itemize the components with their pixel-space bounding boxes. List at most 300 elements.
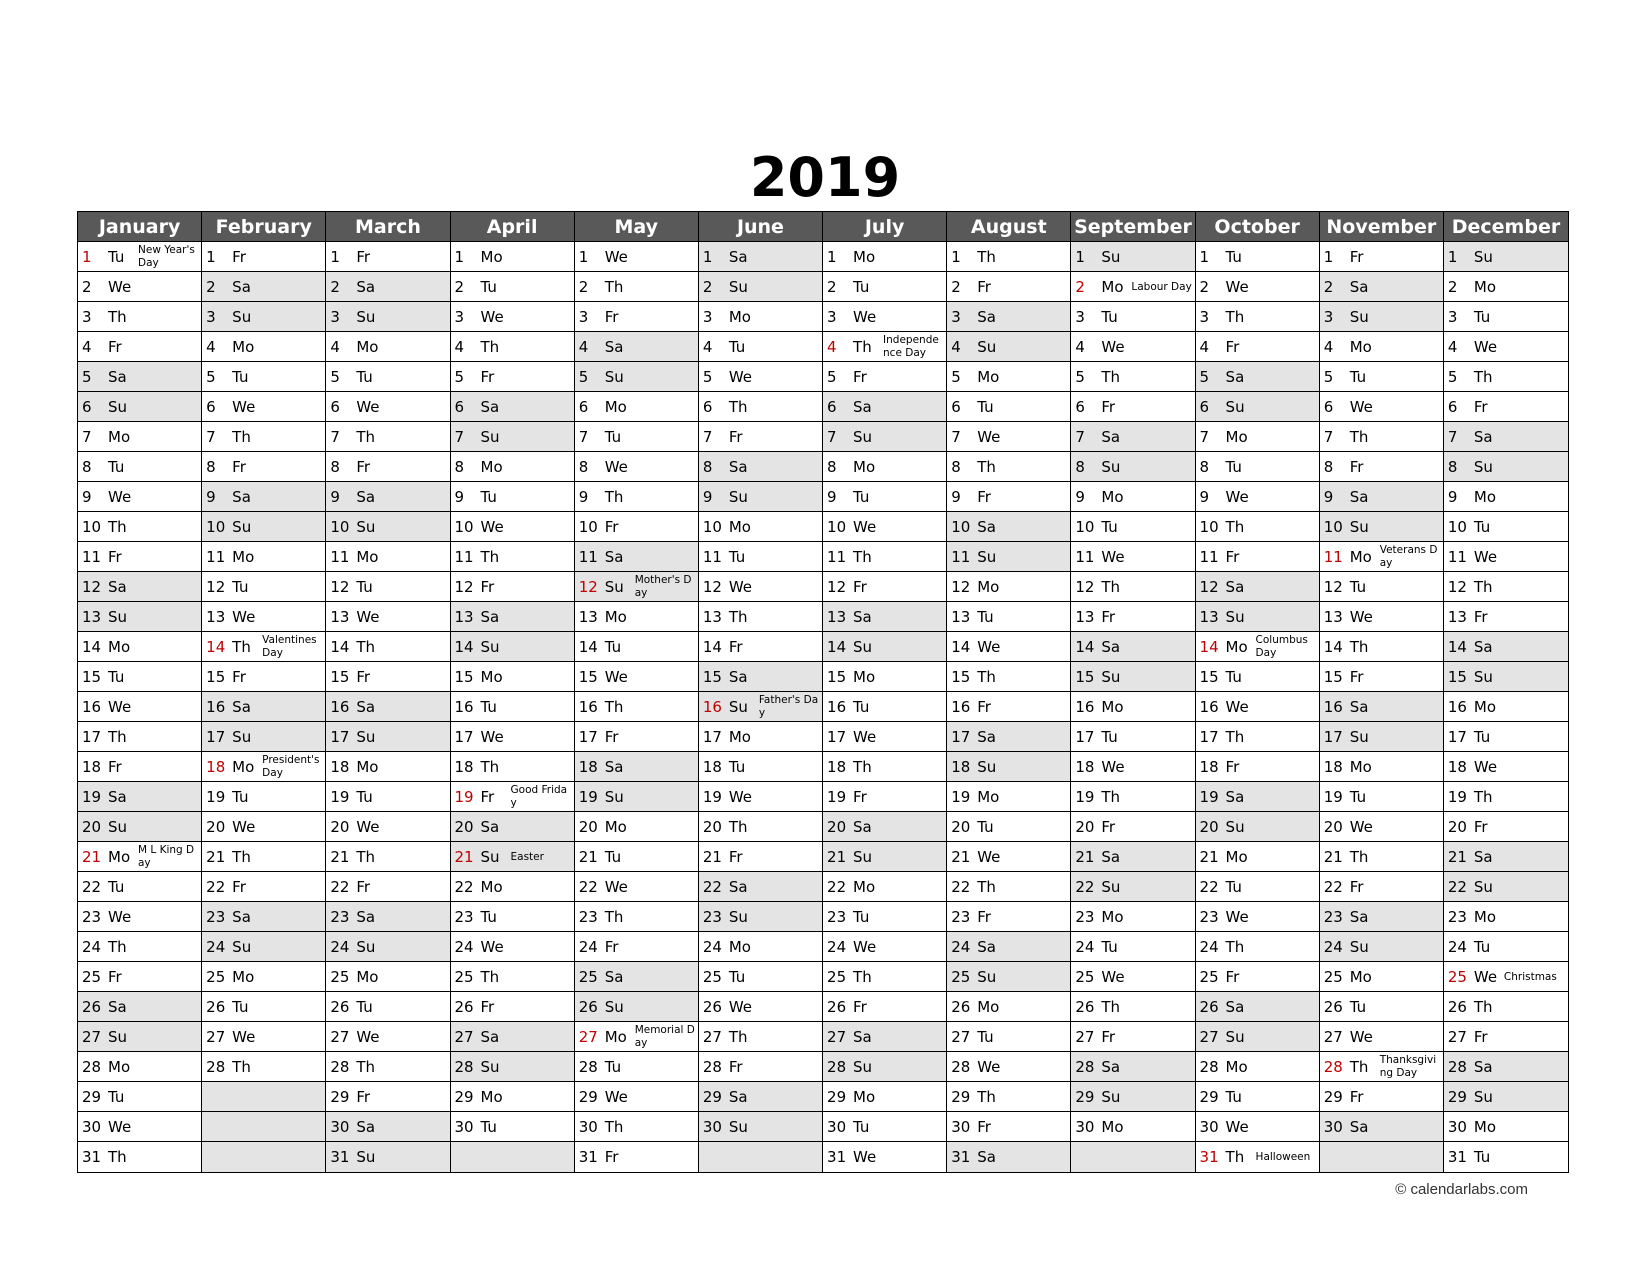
day-cell [78, 332, 201, 362]
day-cell [326, 242, 449, 272]
day-cell [947, 1022, 1070, 1052]
day-cell [326, 1022, 449, 1052]
day-cell [1320, 1112, 1443, 1142]
year-title: 2019 [749, 146, 901, 209]
day-cell [1071, 512, 1194, 542]
weekday-name: Sa [728, 877, 748, 896]
weekday-name: Mo [232, 547, 255, 566]
holiday-label: New Year's Day [138, 244, 195, 269]
weekday-name: We [1101, 967, 1125, 986]
day-cell [947, 722, 1070, 752]
weekday-name: Fr [1225, 547, 1240, 566]
weekday-name: Fr [232, 667, 246, 686]
day-number: 11 [578, 547, 598, 566]
weekday-name: Th [108, 307, 127, 326]
weekday-name: Mo [1101, 1117, 1124, 1136]
day-cell [575, 542, 698, 572]
day-number: 20 [951, 817, 971, 836]
weekday-name: We [480, 517, 504, 536]
day-cell [78, 992, 201, 1022]
day-number: 9 [1199, 487, 1210, 506]
day-cell [1320, 362, 1443, 392]
day-cell [1444, 332, 1568, 362]
day-number: 8 [330, 457, 340, 476]
day-number: 30 [1075, 1117, 1095, 1136]
weekday-name: Mo [356, 547, 379, 566]
day-number: 4 [1323, 337, 1334, 356]
day-number: 23 [1447, 907, 1467, 926]
weekday-name: Sa [480, 397, 500, 416]
day-cell [1071, 722, 1194, 752]
day-cell [575, 452, 698, 482]
day-number: 16 [1447, 697, 1467, 716]
day-number: 16 [330, 697, 350, 716]
day-number: 9 [454, 487, 465, 506]
day-number: 8 [578, 457, 589, 476]
day-number: 3 [82, 307, 92, 326]
day-number: 3 [951, 307, 961, 326]
day-number: 23 [1075, 907, 1095, 926]
weekday-name: Th [108, 727, 127, 746]
day-number: 17 [827, 727, 847, 746]
day-number: 5 [206, 367, 216, 386]
day-cell [1444, 962, 1568, 992]
day-number: 2 [1075, 277, 1085, 296]
weekday-name: Mo [232, 967, 255, 986]
day-number: 10 [702, 517, 722, 536]
weekday-name: Fr [604, 1148, 619, 1166]
day-cell [1071, 602, 1194, 632]
day-cell [947, 602, 1070, 632]
weekday-name: Fr [1349, 877, 1364, 896]
day-number: 4 [1447, 337, 1458, 356]
day-cell [326, 722, 449, 752]
weekday-name: Sa [1349, 277, 1369, 296]
day-cell [202, 632, 325, 662]
day-cell [326, 782, 449, 812]
day-cell [699, 752, 822, 782]
day-number: 5 [702, 367, 713, 386]
weekday-name: Sa [108, 787, 127, 806]
day-cell [947, 1082, 1070, 1112]
holiday-label: Labour Day [1131, 280, 1192, 293]
day-number: 12 [1323, 577, 1343, 596]
day-cell [575, 302, 698, 332]
day-cell [451, 812, 574, 842]
weekday-name: Th [356, 847, 376, 866]
weekday-name: Fr [1101, 607, 1116, 626]
weekday-name: Th [728, 397, 748, 416]
weekday-name: Sa [1101, 637, 1121, 656]
day-number: 19 [1075, 787, 1095, 806]
day-cell [202, 692, 325, 722]
day-number: 4 [951, 337, 961, 356]
day-cell [1320, 452, 1443, 482]
weekday-name: We [1473, 547, 1498, 566]
day-cell [1320, 722, 1443, 752]
day-number: 29 [827, 1087, 847, 1106]
weekday-name: Th [1225, 937, 1245, 956]
weekday-name: Su [1101, 247, 1121, 266]
day-cell [451, 1052, 574, 1082]
day-number: 13 [1075, 607, 1095, 626]
weekday-name: We [356, 817, 380, 836]
day-cell [202, 602, 325, 632]
day-cell [699, 842, 822, 872]
weekday-name: Mo [1349, 547, 1372, 566]
day-number: 18 [82, 757, 102, 776]
weekday-name: Tu [1101, 307, 1118, 326]
holiday-label: Independence Day [883, 334, 939, 359]
day-cell [78, 572, 201, 602]
day-cell [947, 452, 1070, 482]
day-number: 31 [330, 1148, 350, 1166]
weekday-name: Su [108, 1027, 128, 1046]
day-number: 13 [330, 607, 350, 626]
day-number: 27 [82, 1027, 102, 1046]
weekday-name: Fr [1473, 817, 1488, 836]
day-cell [575, 662, 698, 692]
day-number: 3 [1447, 307, 1458, 326]
weekday-name: Sa [604, 967, 624, 986]
day-number: 1 [82, 247, 92, 266]
day-cell [823, 692, 946, 722]
day-cell [1444, 1082, 1568, 1112]
day-number: 29 [702, 1087, 722, 1106]
day-number: 26 [1323, 997, 1343, 1016]
weekday-name: Th [232, 637, 251, 656]
weekday-name: Su [853, 1057, 873, 1076]
day-cell [1444, 482, 1568, 512]
day-number: 24 [454, 937, 474, 956]
day-cell [1444, 842, 1568, 872]
day-cell [1196, 392, 1319, 422]
day-cell [326, 392, 449, 422]
day-number: 1 [330, 247, 340, 266]
weekday-name: Fr [356, 457, 371, 476]
day-cell [202, 1052, 325, 1082]
weekday-name: Sa [604, 547, 624, 566]
weekday-name: We [853, 517, 877, 536]
weekday-name: We [108, 1117, 132, 1136]
day-number: 24 [330, 937, 350, 956]
weekday-name: Mo [480, 247, 503, 266]
day-cell [1196, 812, 1319, 842]
day-number: 2 [951, 277, 961, 296]
day-number: 15 [1075, 667, 1095, 686]
day-number: 10 [454, 517, 474, 536]
day-cell [1071, 1082, 1194, 1112]
weekday-name: Mo [480, 667, 503, 686]
day-cell [326, 692, 449, 722]
weekday-name: Tu [108, 1087, 125, 1106]
day-number: 13 [578, 607, 598, 626]
weekday-name: Mo [853, 667, 876, 686]
day-cell [947, 962, 1070, 992]
day-number: 20 [1075, 817, 1095, 836]
day-number: 8 [82, 457, 92, 476]
day-cell [699, 932, 822, 962]
day-cell [1196, 302, 1319, 332]
day-cell [947, 1052, 1070, 1082]
day-number: 25 [951, 967, 971, 986]
weekday-name: We [1225, 277, 1249, 296]
day-cell [575, 812, 698, 842]
day-cell [575, 872, 698, 902]
day-number: 7 [82, 427, 92, 446]
holiday-label: Father's Day [758, 694, 819, 719]
day-number: 28 [330, 1057, 350, 1076]
day-number: 22 [578, 877, 598, 896]
day-cell [1196, 752, 1319, 782]
day-cell [823, 242, 946, 272]
day-cell [78, 542, 201, 572]
weekday-name: Sa [232, 907, 251, 926]
day-number: 21 [206, 847, 226, 866]
weekday-name: Th [108, 937, 127, 956]
weekday-name: Fr [1349, 457, 1364, 476]
weekday-name: Mo [728, 937, 751, 956]
day-number: 26 [1075, 997, 1095, 1016]
weekday-name: We [604, 667, 628, 686]
day-cell [947, 512, 1070, 542]
weekday-name: Mo [1225, 427, 1248, 446]
day-number: 21 [1447, 847, 1467, 866]
weekday-name: Mo [108, 1057, 131, 1076]
day-cell [823, 902, 946, 932]
month-header: February [202, 212, 325, 242]
day-number: 22 [1075, 877, 1095, 896]
weekday-name: Mo [1225, 637, 1248, 656]
weekday-name: Fr [232, 457, 246, 476]
day-number: 1 [454, 247, 465, 266]
day-number: 8 [702, 457, 713, 476]
day-number: 4 [206, 337, 216, 356]
day-number: 16 [1323, 697, 1343, 716]
day-cell [699, 782, 822, 812]
weekday-name: We [853, 937, 877, 956]
weekday-name: Mo [108, 637, 131, 656]
day-cell [699, 722, 822, 752]
day-number: 10 [82, 517, 102, 536]
day-cell [78, 512, 201, 542]
weekday-name: Mo [1225, 1057, 1248, 1076]
weekday-name: Mo [1473, 1117, 1497, 1136]
day-number: 12 [206, 577, 226, 596]
weekday-name: Th [1349, 847, 1369, 866]
day-cell [1071, 752, 1194, 782]
day-number: 18 [1199, 757, 1219, 776]
day-cell [947, 1142, 1070, 1172]
weekday-name: We [232, 607, 256, 626]
day-cell [1444, 752, 1568, 782]
weekday-name: Tu [108, 457, 125, 476]
weekday-name: Su [604, 997, 624, 1016]
day-cell [326, 332, 449, 362]
day-number: 3 [578, 307, 589, 326]
day-cell [1320, 632, 1443, 662]
weekday-name: Su [853, 847, 873, 866]
day-cell [947, 812, 1070, 842]
weekday-name: Su [1473, 877, 1493, 896]
day-number: 27 [702, 1027, 722, 1046]
weekday-name: Th [480, 757, 500, 776]
day-number: 13 [1199, 607, 1219, 626]
weekday-name: We [108, 907, 132, 926]
weekday-name: Fr [108, 547, 122, 566]
day-number: 29 [951, 1087, 971, 1106]
day-number: 8 [454, 457, 465, 476]
day-number: 12 [330, 577, 350, 596]
weekday-name: Th [1225, 1148, 1245, 1166]
weekday-name: Fr [604, 307, 619, 326]
day-cell [451, 332, 574, 362]
weekday-name: Th [977, 667, 996, 686]
day-cell [202, 1022, 325, 1052]
day-cell [1320, 842, 1443, 872]
weekday-name: Tu [977, 1027, 994, 1046]
weekday-name: Sa [853, 817, 872, 836]
day-number: 26 [578, 997, 598, 1016]
day-number: 13 [82, 607, 102, 626]
day-cell [1071, 362, 1194, 392]
day-number: 6 [82, 397, 92, 416]
day-number: 31 [578, 1148, 598, 1166]
weekday-name: Su [108, 397, 128, 416]
weekday-name: Fr [108, 337, 122, 356]
weekday-name: Su [356, 937, 376, 956]
day-number: 14 [702, 637, 722, 656]
day-cell [202, 242, 325, 272]
weekday-name: Tu [108, 667, 125, 686]
month-header: October [1196, 212, 1319, 242]
weekday-name: We [1225, 487, 1249, 506]
day-cell [699, 1082, 822, 1112]
day-cell [823, 842, 946, 872]
day-cell [1196, 1082, 1319, 1112]
day-number: 30 [702, 1117, 722, 1136]
day-cell [1196, 542, 1319, 572]
day-number: 14 [330, 637, 350, 656]
weekday-name: Su [853, 637, 873, 656]
day-number: 2 [82, 277, 92, 296]
holiday-label: Thanksgiving Day [1379, 1054, 1437, 1079]
weekday-name: Sa [356, 907, 376, 926]
day-number: 26 [1447, 997, 1467, 1016]
weekday-name: Tu [356, 787, 373, 806]
day-cell [575, 842, 698, 872]
day-cell [575, 722, 698, 752]
day-number: 15 [454, 667, 474, 686]
day-cell [451, 992, 574, 1022]
day-number: 30 [82, 1117, 102, 1136]
day-number: 18 [1447, 757, 1467, 776]
weekday-name: Th [356, 1057, 376, 1076]
day-number: 23 [82, 907, 102, 926]
day-cell [947, 422, 1070, 452]
day-cell [1444, 872, 1568, 902]
day-number: 9 [1447, 487, 1458, 506]
day-cell [1320, 902, 1443, 932]
day-cell [78, 962, 201, 992]
day-number: 7 [206, 427, 216, 446]
weekday-name: Tu [853, 1117, 870, 1136]
day-cell [1196, 332, 1319, 362]
day-number: 1 [206, 247, 216, 266]
weekday-name: Mo [853, 457, 876, 476]
day-cell [1196, 932, 1319, 962]
weekday-name: Th [728, 1027, 748, 1046]
day-cell [575, 992, 698, 1022]
weekday-name: Sa [108, 367, 127, 386]
day-number: 12 [1199, 577, 1219, 596]
weekday-name: Sa [1473, 1057, 1493, 1076]
weekday-name: Th [356, 427, 376, 446]
weekday-name: Fr [977, 697, 991, 716]
day-cell [326, 572, 449, 602]
day-number: 26 [827, 997, 847, 1016]
weekday-name: Su [1473, 247, 1493, 266]
day-number: 7 [1199, 427, 1210, 446]
day-number: 9 [827, 487, 837, 506]
day-cell [1444, 1022, 1568, 1052]
day-cell [1320, 992, 1443, 1022]
day-number: 25 [578, 967, 598, 986]
day-cell [451, 482, 574, 512]
day-number: 9 [330, 487, 340, 506]
month-column-april [451, 212, 575, 1172]
day-cell [699, 1052, 822, 1082]
day-number: 21 [1075, 847, 1095, 866]
day-number: 9 [1323, 487, 1334, 506]
day-number: 13 [454, 607, 474, 626]
day-number: 31 [1447, 1148, 1467, 1166]
weekday-name: Tu [480, 697, 497, 716]
day-cell [326, 1052, 449, 1082]
weekday-name: Tu [232, 997, 249, 1016]
day-cell [78, 752, 201, 782]
weekday-name: Su [728, 487, 748, 506]
weekday-name: Th [232, 1057, 251, 1076]
day-number: 1 [1075, 247, 1085, 266]
weekday-name: We [604, 457, 628, 476]
day-cell [575, 752, 698, 782]
weekday-name: Mo [356, 757, 379, 776]
weekday-name: Su [480, 637, 500, 656]
weekday-name: We [1101, 337, 1125, 356]
day-cell [326, 272, 449, 302]
day-cell [1444, 572, 1568, 602]
day-number: 29 [82, 1087, 102, 1106]
empty-day-cell [1320, 1142, 1443, 1172]
day-number: 5 [951, 367, 961, 386]
day-cell [823, 602, 946, 632]
day-cell [823, 362, 946, 392]
day-number: 11 [330, 547, 350, 566]
weekday-name: We [728, 577, 753, 596]
day-number: 5 [82, 367, 92, 386]
day-number: 6 [951, 397, 961, 416]
day-cell [1444, 602, 1568, 632]
weekday-name: Fr [356, 877, 371, 896]
day-cell [1196, 722, 1319, 752]
weekday-name: Mo [108, 427, 131, 446]
weekday-name: Mo [480, 877, 503, 896]
weekday-name: We [1473, 337, 1498, 356]
day-cell [78, 722, 201, 752]
weekday-name: Tu [604, 1057, 622, 1076]
weekday-name: Th [977, 247, 996, 266]
